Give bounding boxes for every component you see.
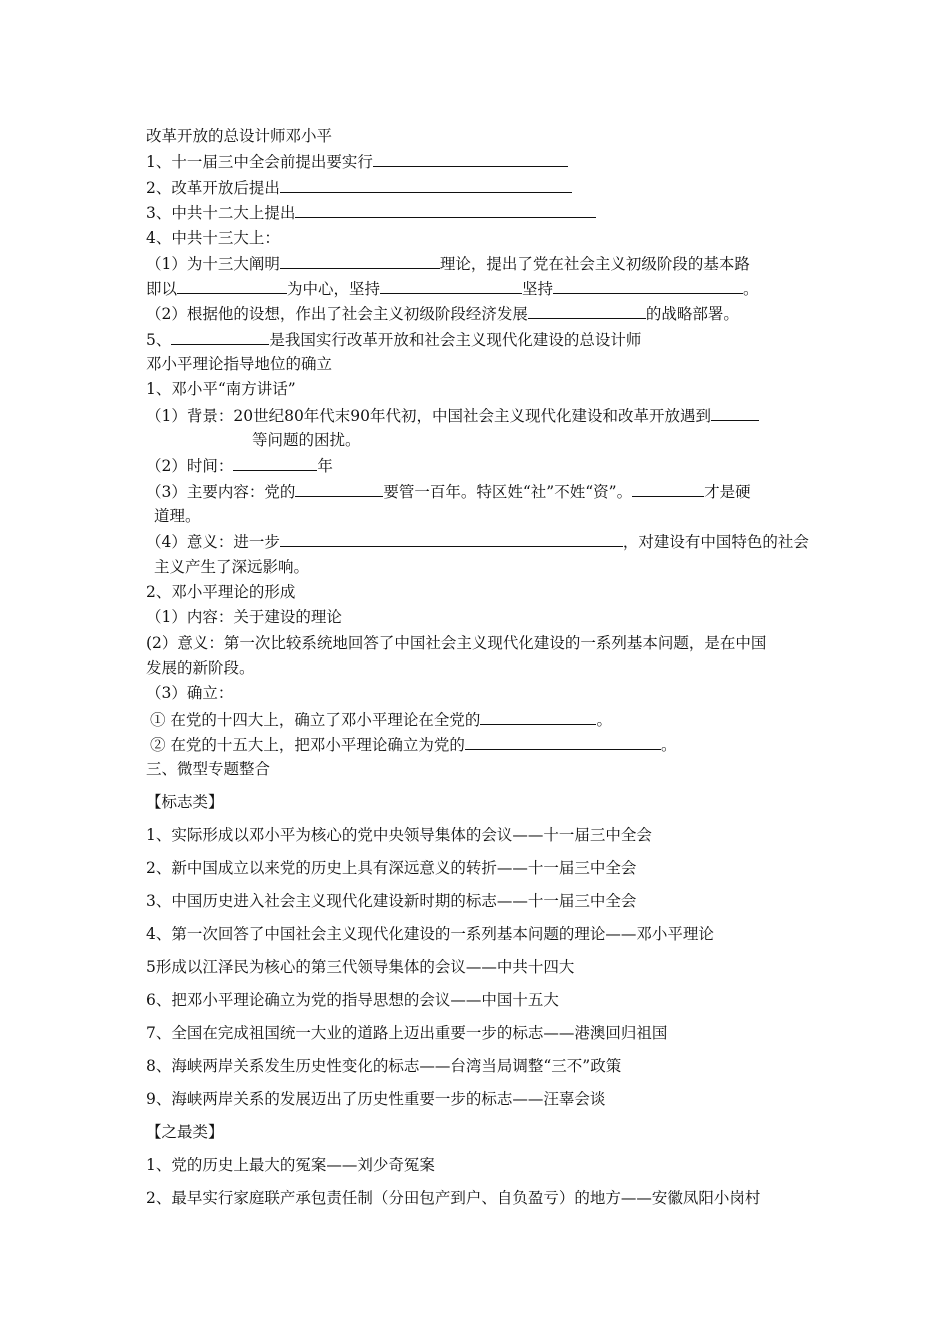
question-line: （3）确立： xyxy=(146,684,234,702)
question-line: 2、邓小平理论的形成 xyxy=(146,583,296,601)
question-line: ② 在党的十五大上，把邓小平理论确立为党的 。 xyxy=(150,736,677,754)
answer-blank[interactable] xyxy=(280,531,623,547)
section-title: 邓小平理论指导地位的确立 xyxy=(146,355,333,373)
question-line: 1、邓小平“南方讲话” xyxy=(146,380,296,398)
question-line: （4）意义：进一步 ，对建设有中国特色的社会 xyxy=(146,533,809,551)
list-item: 5形成以江泽民为核心的第三代领导集体的会议——中共十四大 xyxy=(146,958,575,976)
question-line: （1）内容：关于建设的理论 xyxy=(146,608,342,626)
answer-blank[interactable] xyxy=(280,177,572,193)
list-item: 3、中国历史进入社会主义现代化建设新时期的标志——十一届三中全会 xyxy=(146,892,637,910)
question-line: 5、 是我国实行改革开放和社会主义现代化建设的总设计师 xyxy=(146,331,642,349)
list-item: 1、实际形成以邓小平为核心的党中央领导集体的会议——十一届三中全会 xyxy=(146,826,652,844)
question-line: 1、十一届三中全会前提出要实行 xyxy=(146,151,568,172)
question-line: 4、中共十三大上： xyxy=(146,229,280,247)
answer-blank[interactable] xyxy=(280,253,440,269)
list-item: 4、第一次回答了中国社会主义现代化建设的一系列基本问题的理论——邓小平理论 xyxy=(146,925,714,943)
question-line: （2）根据他的设想，作出了社会主义初级阶段经济发展 的战略部署。 xyxy=(146,305,739,323)
answer-blank[interactable] xyxy=(295,202,596,218)
question-line: （1）背景：20世纪80年代末90年代初，中国社会主义现代化建设和改革开放遇到 xyxy=(146,405,759,426)
answer-blank[interactable] xyxy=(480,709,596,725)
answer-blank[interactable] xyxy=(171,329,269,345)
answer-blank[interactable] xyxy=(295,481,383,497)
list-item: 8、海峡两岸关系发生历史性变化的标志——台湾当局调整“三不”政策 xyxy=(146,1057,622,1075)
answer-blank[interactable] xyxy=(380,278,522,294)
list-item: 2、最早实行家庭联产承包责任制（分田包产到户、自负盈亏）的地方——安徽凤阳小岗村 xyxy=(146,1189,761,1207)
question-line: （2）时间： 年 xyxy=(146,457,333,475)
question-line: 主义产生了深远影响。 xyxy=(154,558,310,576)
question-line: （3）主要内容：党的 要管一百年。特区姓“社”不姓“资”。 才是硬 xyxy=(146,483,751,501)
answer-blank[interactable] xyxy=(177,278,287,294)
list-item: 6、把邓小平理论确立为党的指导思想的会议——中国十五大 xyxy=(146,991,559,1009)
answer-blank[interactable] xyxy=(233,455,317,471)
category-heading: 【之最类】 xyxy=(146,1123,224,1141)
question-line: 道理。 xyxy=(154,507,201,525)
section-title: 改革开放的总设计师邓小平 xyxy=(146,127,333,145)
list-item: 1、党的历史上最大的冤案——刘少奇冤案 xyxy=(146,1156,435,1174)
answer-blank[interactable] xyxy=(711,405,759,421)
question-line: 发展的新阶段。 xyxy=(146,659,255,677)
question-line: ① 在党的十四大上，确立了邓小平理论在全党的 。 xyxy=(150,711,612,729)
list-item: 7、全国在完成祖国统一大业的道路上迈出重要一步的标志——港澳回归祖国 xyxy=(146,1024,668,1042)
answer-blank[interactable] xyxy=(373,151,568,167)
category-heading: 【标志类】 xyxy=(146,793,224,811)
section-title: 三、微型专题整合 xyxy=(146,760,271,778)
question-line: 等问题的困扰。 xyxy=(252,431,361,449)
answer-blank[interactable] xyxy=(465,734,661,750)
question-line: 2、改革开放后提出 xyxy=(146,177,572,198)
answer-blank[interactable] xyxy=(528,303,646,319)
list-item: 2、新中国成立以来党的历史上具有深远意义的转折——十一届三中全会 xyxy=(146,859,637,877)
answer-blank[interactable] xyxy=(553,278,743,294)
question-line: 即以 为中心，坚持 坚持 。 xyxy=(146,280,759,298)
question-line: (2）意义：第一次比较系统地回答了中国社会主义现代化建设的一系列基本问题，是在中国 xyxy=(146,634,767,652)
answer-blank[interactable] xyxy=(632,481,704,497)
list-item: 9、海峡两岸关系的发展迈出了历史性重要一步的标志——汪辜会谈 xyxy=(146,1090,606,1108)
question-line: （1）为十三大阐明 理论，提出了党在社会主义初级阶段的基本路 xyxy=(146,255,750,273)
question-line: 3、中共十二大上提出 xyxy=(146,202,596,223)
